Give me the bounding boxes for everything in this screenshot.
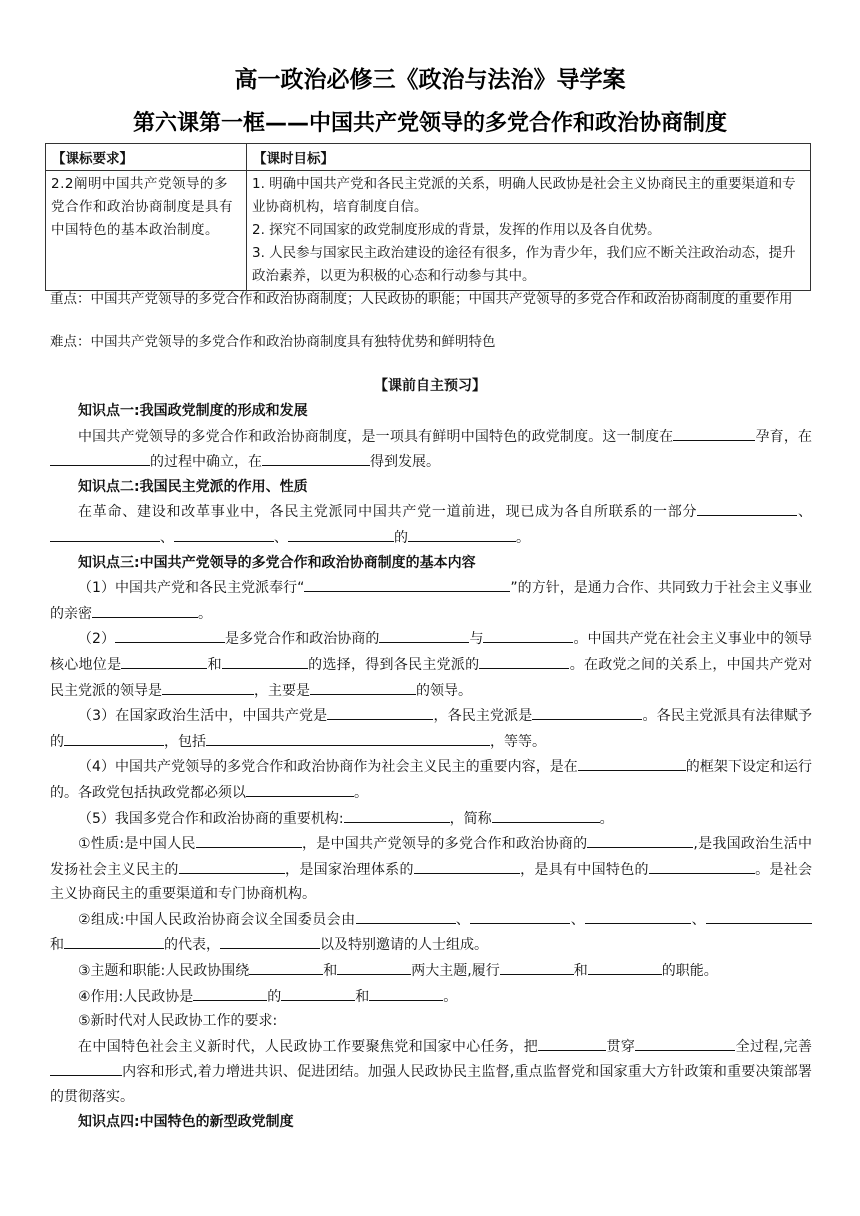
knowledge-point-1-text: 中国共产党领导的多党合作和政治协商制度，是一项具有鲜明中国特色的政党制度。这一制度在 孕育，在的过程中确立，在 得到发展。 bbox=[50, 424, 812, 475]
fill-blank[interactable] bbox=[304, 575, 510, 592]
knowledge-point-3-item-1: （1）中国共产党和各民主党派奉行“ ”的方针，是通力合作、共同致力于社会主义事业的亲密 。 bbox=[50, 575, 812, 626]
objectives-table bbox=[45, 143, 811, 291]
knowledge-point-3-item-5: （5）我国多党合作和政治协商的重要机构: ，简称 。 bbox=[50, 806, 812, 832]
fill-blank[interactable] bbox=[578, 754, 686, 771]
fill-blank[interactable] bbox=[249, 958, 323, 975]
fill-blank[interactable] bbox=[310, 678, 416, 695]
fill-blank[interactable] bbox=[538, 1034, 606, 1051]
lesson-goal-1: 1. 明确中国共产党和各民主党派的关系，明确人民政协是社会主义协商民主的重要渠道和专业协商机构，培育制度自信。 bbox=[252, 176, 796, 215]
page-title: 高一政治必修三《政治与法治》导学案 bbox=[234, 67, 626, 93]
difficult-points: 难点：中国共产党领导的多党合作和政治协商制度具有独特优势和鲜明特色 bbox=[50, 334, 496, 350]
fill-blank[interactable] bbox=[635, 1034, 735, 1051]
lesson-goals-header: 【课时目标】 bbox=[247, 144, 811, 171]
lesson-subtitle: 第六课第一框——中国共产党领导的多党合作和政治协商制度 bbox=[132, 111, 727, 136]
lesson-goals-cell bbox=[247, 171, 811, 291]
fill-blank[interactable] bbox=[246, 780, 354, 797]
fill-blank[interactable] bbox=[179, 857, 285, 874]
fill-blank[interactable] bbox=[222, 652, 308, 669]
knowledge-point-1-title: 知识点一:我国政党制度的形成和发展 bbox=[78, 403, 308, 419]
fill-blank[interactable] bbox=[64, 729, 164, 746]
new-era-requirements-title: ⑤新时代对人民政协工作的要求: bbox=[78, 1013, 278, 1030]
fill-blank[interactable] bbox=[408, 525, 516, 542]
preview-content bbox=[50, 399, 812, 1134]
lesson-goal-2: 2. 探究不同国家的政党制度形成的背景，发挥的作用以及各自优势。 bbox=[252, 222, 661, 238]
fill-blank[interactable] bbox=[50, 449, 150, 466]
fill-blank[interactable] bbox=[193, 984, 267, 1001]
fill-blank[interactable] bbox=[479, 652, 569, 669]
curriculum-requirement-header: 【课标要求】 bbox=[46, 144, 247, 171]
fill-blank[interactable] bbox=[344, 806, 450, 823]
fill-blank[interactable] bbox=[649, 857, 755, 874]
key-points: 重点：中国共产党领导的多党合作和政治协商制度；人民政协的职能；中国共产党领导的多党合作和政治协商制度的重要作用 bbox=[50, 291, 793, 307]
objectives-table-header bbox=[46, 144, 811, 171]
fill-blank[interactable] bbox=[174, 525, 274, 542]
fill-blank[interactable] bbox=[470, 907, 570, 924]
fill-blank[interactable] bbox=[64, 932, 164, 949]
cppcc-nature: ①性质:是中国人民 ，是中国共产党领导的多党合作和政治协商的 ,是我国政治生活中发扬社会主义民主的 ，是国家治理体系的 ，是具有中国特色的 。是社会主义协商民主的重要渠道和专门协商机构。 bbox=[50, 831, 812, 907]
fill-blank[interactable] bbox=[532, 703, 642, 720]
knowledge-point-3-item-3: （3）在国家政治生活中，中国共产党是 ，各民主党派是 。各民主党派具有法律赋予的 ，包括 ，等等。 bbox=[50, 703, 812, 754]
cppcc-composition: ②组成:中国人民政治协商会议全国委员会由 、 、 、和 的代表， 以及特别邀请的人士组成。 bbox=[50, 907, 812, 958]
fill-blank[interactable] bbox=[356, 907, 456, 924]
fill-blank[interactable] bbox=[337, 958, 411, 975]
knowledge-point-2-title: 知识点二:我国民主党派的作用、性质 bbox=[78, 478, 308, 495]
cppcc-role: ④作用:人民政协是 的 和 。 bbox=[50, 984, 812, 1010]
fill-blank[interactable] bbox=[50, 525, 160, 542]
fill-blank[interactable] bbox=[327, 703, 433, 720]
objectives-table-row bbox=[46, 171, 811, 291]
fill-blank[interactable] bbox=[220, 932, 320, 949]
fill-blank[interactable] bbox=[196, 831, 302, 848]
fill-blank[interactable] bbox=[697, 499, 797, 516]
fill-blank[interactable] bbox=[92, 601, 198, 618]
knowledge-point-3-title: 知识点三:中国共产党领导的多党合作和政治协商制度的基本内容 bbox=[78, 554, 476, 571]
fill-blank[interactable] bbox=[588, 958, 662, 975]
knowledge-point-4-title: 知识点四:中国特色的新型政党制度 bbox=[78, 1113, 294, 1130]
fill-blank[interactable] bbox=[587, 831, 693, 848]
knowledge-point-2-text: 在革命、建设和改革事业中，各民主党派同中国共产党一道前进，现已成为各自所联系的一部分 、、 、 的 。 bbox=[50, 499, 812, 550]
new-era-requirements-text: 在中国特色社会主义新时代，人民政协工作要聚焦党和国家中心任务，把 贯穿 全过程,完善内容和形式,着力增进共识、促进团结。加强人民政协民主监督,重点监督党和国家重大方针政策和重要决策部署的贯彻落实。 bbox=[50, 1034, 812, 1110]
fill-blank[interactable] bbox=[379, 626, 469, 643]
fill-blank[interactable] bbox=[414, 857, 520, 874]
fill-blank[interactable] bbox=[492, 806, 600, 823]
cppcc-functions: ③主题和职能:人民政协围绕 和 两大主题,履行 和 的职能。 bbox=[50, 958, 812, 984]
curriculum-requirement: 2.2阐明中国共产党领导的多党合作和政治协商制度是具有中国特色的基本政治制度。 bbox=[46, 171, 247, 291]
fill-blank[interactable] bbox=[115, 626, 225, 643]
fill-blank[interactable] bbox=[162, 678, 254, 695]
lesson-goal-3: 3. 人民参与国家民主政治建设的途径有很多，作为青少年，我们应不断关注政治动态，提升政治素养，以更为积极的心态和行动参与其中。 bbox=[252, 245, 796, 284]
fill-blank[interactable] bbox=[262, 449, 370, 466]
fill-blank[interactable] bbox=[121, 652, 207, 669]
fill-blank[interactable] bbox=[500, 958, 574, 975]
knowledge-point-3-item-4: （4）中国共产党领导的多党合作和政治协商作为社会主义民主的重要内容，是在 的框架下设定和运行的。各政党包括执政党都必须以 。 bbox=[50, 754, 812, 805]
fill-blank[interactable] bbox=[206, 729, 490, 746]
knowledge-point-3-item-2: （2） 是多党合作和政治协商的 与 。中国共产党在社会主义事业中的领导核心地位是 和 的选择，得到各民主党派的 。在政党之间的关系上，中国共产党对民主党派的领导是 ，主要是 的领导。 bbox=[50, 626, 812, 703]
fill-blank[interactable] bbox=[50, 1059, 122, 1076]
fill-blank[interactable] bbox=[288, 525, 394, 542]
fill-blank[interactable] bbox=[706, 907, 812, 924]
fill-blank[interactable] bbox=[369, 984, 443, 1001]
preview-section-title: 【课前自主预习】 bbox=[374, 378, 486, 394]
fill-blank[interactable] bbox=[483, 626, 573, 643]
fill-blank[interactable] bbox=[585, 907, 691, 924]
fill-blank[interactable] bbox=[281, 984, 355, 1001]
fill-blank[interactable] bbox=[673, 424, 755, 441]
